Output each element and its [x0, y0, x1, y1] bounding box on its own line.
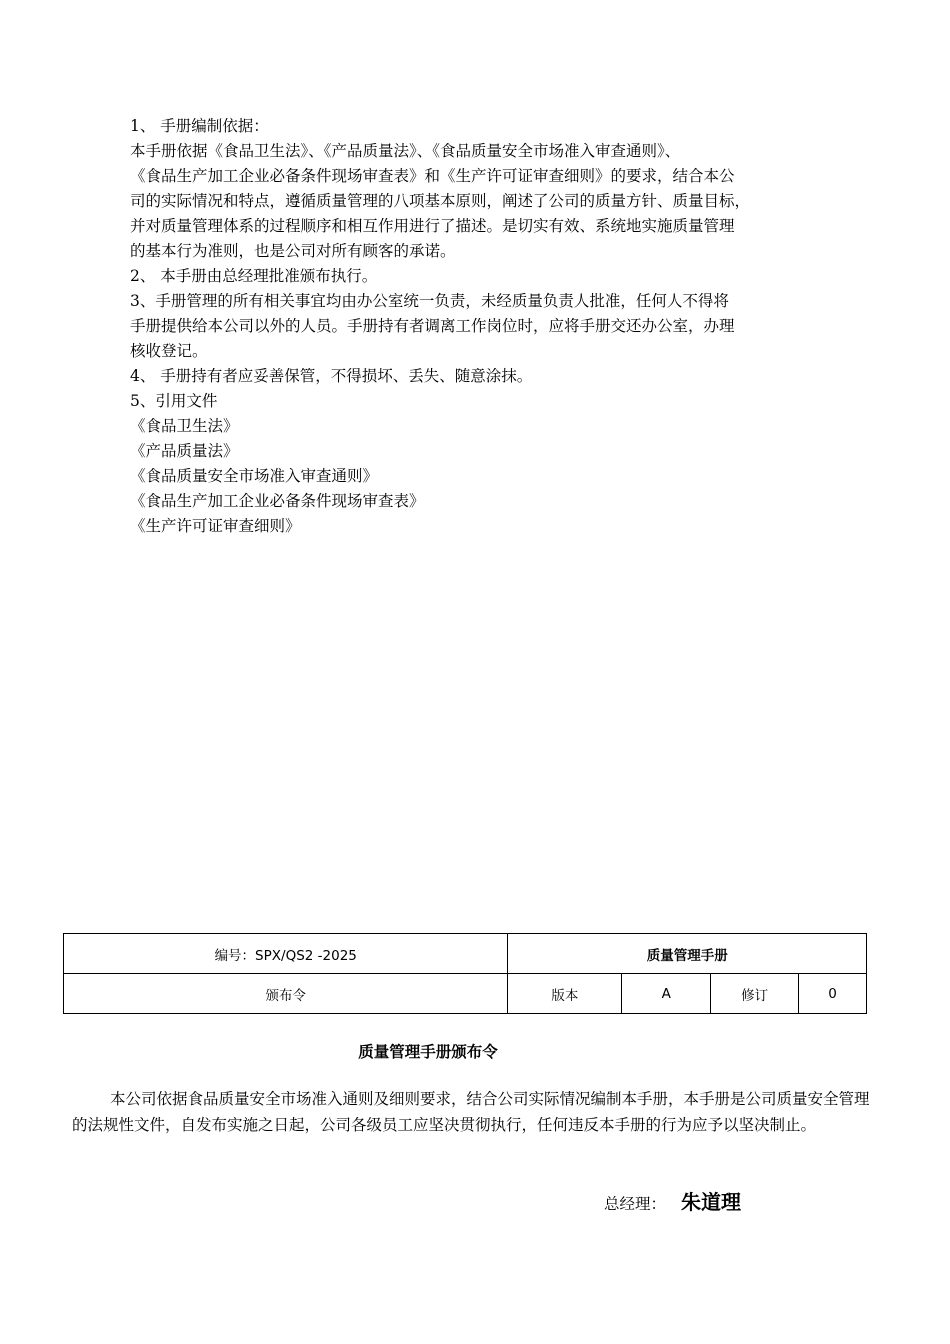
item3-line: 3、手册管理的所有相关事宜均由办公室统一负责，未经质量负责人批准，任何人不得将	[130, 292, 729, 310]
section-name: 颁布令	[64, 974, 508, 1014]
item4: 4、 手册持有者应妥善保管，不得损坏、丢失、随意涂抹。	[130, 367, 533, 385]
reference-item: 《食品卫生法》	[130, 417, 239, 435]
decree-title: 质量管理手册颁布令	[358, 1043, 498, 1061]
reference-item: 《产品质量法》	[130, 442, 239, 460]
signer-label: 总经理：	[604, 1195, 667, 1213]
reference-item: 《生产许可证审查细则》	[130, 517, 301, 535]
doc-number: 编号：SPX/QS2 -2025	[64, 934, 508, 974]
signer-name: 朱道理	[680, 1190, 741, 1214]
version-value: A	[622, 974, 711, 1014]
manual-notes	[130, 114, 890, 539]
signature-block	[604, 1186, 741, 1215]
revision-label: 修订	[711, 974, 799, 1014]
item1-line: 的基本行为准则，也是公司对所有顾客的承诺。	[130, 242, 456, 260]
item1-line: 本手册依据《食品卫生法》、《产品质量法》、《食品质量安全市场准入审查通则》、	[130, 142, 681, 160]
reference-item: 《食品生产加工企业必备条件现场审查表》	[130, 492, 425, 510]
document-header-table	[63, 933, 867, 1014]
manual-title: 质量管理手册	[508, 934, 867, 974]
item1-line: 《食品生产加工企业必备条件现场审查表》和《生产许可证审查细则》的要求，结合本公	[130, 167, 735, 185]
decree-body: 本公司依据食品质量安全市场准入通则及细则要求，结合公司实际情况编制本手册，本手册是公司质量安全管理的法规性文件，自发布实施之日起，公司各级员工应坚决贯彻执行，任何违反本手册的行为应予以坚决制止。	[72, 1090, 870, 1134]
item1-heading: 1、 手册编制依据：	[130, 117, 269, 135]
header-row	[64, 934, 867, 974]
item2: 2、 本手册由总经理批准颁布执行。	[130, 267, 378, 285]
item1-line: 并对质量管理体系的过程顺序和相互作用进行了描述。是切实有效、系统地实施质量管理	[130, 217, 735, 235]
reference-item: 《食品质量安全市场准入审查通则》	[130, 467, 379, 485]
version-label: 版本	[508, 974, 622, 1014]
item3-line: 核收登记。	[130, 342, 208, 360]
item3-line: 手册提供给本公司以外的人员。手册持有者调离工作岗位时，应将手册交还办公室，办理	[130, 317, 735, 335]
item1-line: 司的实际情况和特点，遵循质量管理的八项基本原则，阐述了公司的质量方针、质量目标，	[130, 192, 751, 210]
revision-value: 0	[799, 974, 867, 1014]
header-row	[64, 974, 867, 1014]
item5-heading: 5、引用文件	[130, 392, 218, 410]
